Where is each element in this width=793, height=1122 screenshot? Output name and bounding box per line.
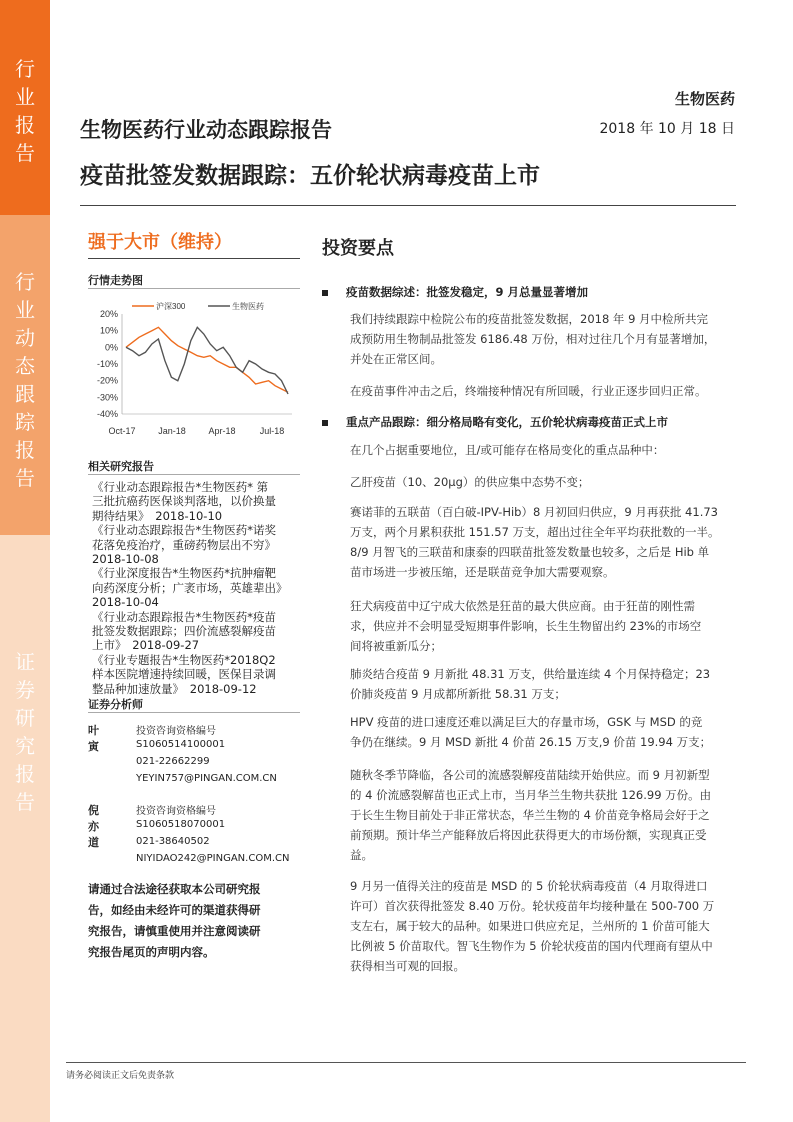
- related-line: 《行业深度报告*生物医药*抗肿瘤靶: [92, 566, 276, 581]
- paragraph: 狂犬病疫苗中辽宁成大依然是狂苗的最大供应商。由于狂苗的刚性需 求，供应并不会明显受短期事件影响，长生生物留出约 23%的市场空 间将被重新瓜分；: [350, 599, 702, 653]
- y-tick-label: -10%: [96, 359, 118, 369]
- analyst-phone: 021-22662299: [136, 756, 210, 767]
- market-trend-chart: [86, 294, 298, 444]
- analyst-license: S1060518070001: [136, 819, 226, 830]
- analyst-name: 叶寅: [88, 724, 99, 753]
- chart-axes: [97, 309, 292, 436]
- sidebar: [0, 0, 50, 1122]
- related-line: 《行业动态跟踪报告*生物医药* 第: [92, 480, 269, 494]
- legend-label: 生物医药: [232, 302, 264, 311]
- related-line: 样本医院增速持续回暖，医保目录调: [92, 667, 276, 682]
- chart-heading: 行情走势图: [88, 274, 143, 287]
- related-line: 《行业动态跟踪报告*生物医药*疫苗: [92, 609, 276, 624]
- y-tick-label: -30%: [96, 392, 118, 403]
- chart-lines: [126, 327, 288, 394]
- analyst-qualification: 投资咨询资格编号: [136, 806, 216, 817]
- related-line: 期待结果》 2018-10-10: [92, 508, 223, 523]
- x-tick-label: Jan-18: [158, 426, 186, 436]
- report-date: 2018 年 10 月 18 日: [599, 121, 735, 137]
- sidebar-label-industry-report: 行 业 报 告: [15, 57, 35, 165]
- y-tick-label: -20%: [96, 375, 118, 386]
- y-tick-label: 0%: [104, 342, 118, 353]
- chart-legend: [132, 301, 264, 311]
- header-divider: [80, 205, 736, 206]
- related-line: 《行业动态跟踪报告*生物医药*诺奖: [92, 523, 276, 538]
- footer-note: 请务必阅读正文后免责条款: [66, 1071, 175, 1081]
- related-line: 整品种加速放量》 2018-09-12: [92, 681, 257, 696]
- sector-label: 生物医药: [674, 90, 735, 108]
- sidebar-segment-bottom: [0, 535, 50, 1122]
- paragraph: 在疫苗事件冲击之后，终端接种情况有所回暖，行业正逐步回归正常。: [350, 384, 707, 398]
- analyst-license: S1060514100001: [136, 739, 226, 750]
- related-line: 花落免疫治疗，重磅药物层出不穷》: [92, 537, 276, 552]
- sidebar-label-securities-research: 证 券 研 究 报 告: [15, 650, 35, 814]
- paragraph: 在几个占据重要地位，且/或可能存在格局变化的重点品种中：: [350, 443, 665, 457]
- rating-divider: [88, 258, 300, 259]
- y-tick-label: 20%: [99, 309, 118, 319]
- related-line: 向药深度分析；广袤市场，英雄辈出》: [92, 580, 288, 595]
- related-heading-divider: [88, 474, 300, 475]
- x-tick-label: Jul-18: [259, 426, 285, 436]
- sidebar-label-dynamic-tracking: 行 业 动 态 跟 踪 报 告: [15, 270, 35, 490]
- analyst-email[interactable]: NIYIDAO242@PINGAN.COM.CN: [136, 853, 290, 864]
- related-reports-list: [92, 480, 300, 696]
- paragraph: 肺炎结合疫苗 9 月新批 48.31 万支，供给量连续 4 个月保持稳定；23 价肺炎疫苗 9 月成都所新批 58.31 万支；: [350, 667, 711, 701]
- x-tick-label: Oct-17: [108, 426, 136, 436]
- y-tick-label: -40%: [96, 409, 118, 419]
- series-line-生物医药: [126, 327, 288, 394]
- rating-badge: 强于大市（维持）: [88, 232, 232, 253]
- analyst-qualification: 投资咨询资格编号: [136, 726, 216, 737]
- related-line: 《行业专题报告*生物医药*2018Q2: [92, 652, 276, 667]
- related-line: 批签发数据跟踪；四价流感裂解疫苗: [92, 624, 276, 639]
- investment-highlights-title: 投资要点: [322, 238, 394, 259]
- paragraph: 乙肝疫苗（10、20μg）的供应集中态势不变；: [350, 475, 590, 489]
- square-bullet-icon: [322, 420, 328, 426]
- bullet-heading: 重点产品跟踪：细分格局略有变化，五价轮状病毒疫苗正式上市: [322, 414, 668, 430]
- paragraph: 随秋冬季节降临，各公司的流感裂解疫苗陆续开始供应。而 9 月初新型 的 4 价流感裂解苗也正式上市，当月华兰生物共获批 126.99 万份。由 于长生生物目前处于非正常状态，华兰生物的 4 价苗竞争格局会好于之 前预期。预计华兰产能释放后将因此获得更大的市场份额，实现真正受 益。: [350, 768, 712, 862]
- paragraph: 赛诺菲的五联苗（百白破-IPV-Hib）8 月初回归供应，9 月再获批 41.73 万支，两个月累积获批 151.57 万支，超出过往全年平均获批数的一半。 8/9 月智飞的三联苗和康泰的四联苗批签发数量也较多，之后是 Hib 单 苗市场进一步被压缩，还是联苗竞争加大需要观察。: [350, 505, 720, 579]
- analyst-name: 倪亦道: [88, 804, 99, 849]
- footer-divider: [66, 1062, 746, 1063]
- disclaimer-notice: 请通过合法途径获取本公司研究报 告，如经由未经许可的渠道获得研 究报告，请慎重使用并注意阅读研 究报告尾页的声明内容。: [88, 882, 261, 959]
- related-line: 三批抗癌药医保谈判落地，以价换量: [92, 494, 276, 509]
- paragraph: 9 月另一值得关注的疫苗是 MSD 的 5 价轮状病毒疫苗（4 月取得进口 许可）首次获得批签发 8.40 万份。轮状疫苗年均接种量在 500-700 万 支左右，属于较大的品种。如果进口供应充足，兰州所的 1 价苗可能大 比例被 5 价苗取代。智飞生物作为 5 价轮状疫苗的国内代理商有望从中 获得相当可观的回报。: [350, 879, 715, 973]
- report-series-title: 生物医药行业动态跟踪报告: [80, 118, 332, 142]
- chart-heading-divider: [88, 288, 300, 289]
- series-line-沪深300: [126, 327, 288, 392]
- paragraph: HPV 疫苗的进口速度还难以满足巨大的存量市场，GSK 与 MSD 的竞 争仍在继续。9 月 MSD 新批 4 价苗 26.15 万支,9 价苗 19.94 万支；: [350, 715, 712, 749]
- paragraph: 我们持续跟踪中检院公布的疫苗批签发数据，2018 年 9 月中检所共完 成预防用生物制品批签发 6186.48 万份，相对过往几个月有显著增加， 并处在正常区间。: [350, 312, 716, 366]
- analyst-email[interactable]: YEYIN757@PINGAN.COM.CN: [136, 773, 277, 784]
- y-tick-label: 10%: [99, 325, 118, 336]
- related-line: 2018-10-04: [92, 595, 159, 610]
- analyst-phone: 021-38640502: [136, 836, 210, 847]
- bullet-heading: 疫苗数据综述：批签发稳定，9 月总量显著增加: [322, 284, 588, 300]
- square-bullet-icon: [322, 290, 328, 296]
- analyst-heading-divider: [88, 712, 300, 713]
- analyst-heading: 证券分析师: [88, 698, 143, 711]
- legend-label: 沪深300: [156, 302, 186, 311]
- related-reports-heading: 相关研究报告: [88, 460, 154, 473]
- related-line: 上市》 2018-09-27: [92, 638, 200, 653]
- page-title: 疫苗批签发数据跟踪：五价轮状病毒疫苗上市: [80, 163, 540, 189]
- x-tick-label: Apr-18: [208, 426, 236, 436]
- related-line: 2018-10-08: [92, 552, 159, 567]
